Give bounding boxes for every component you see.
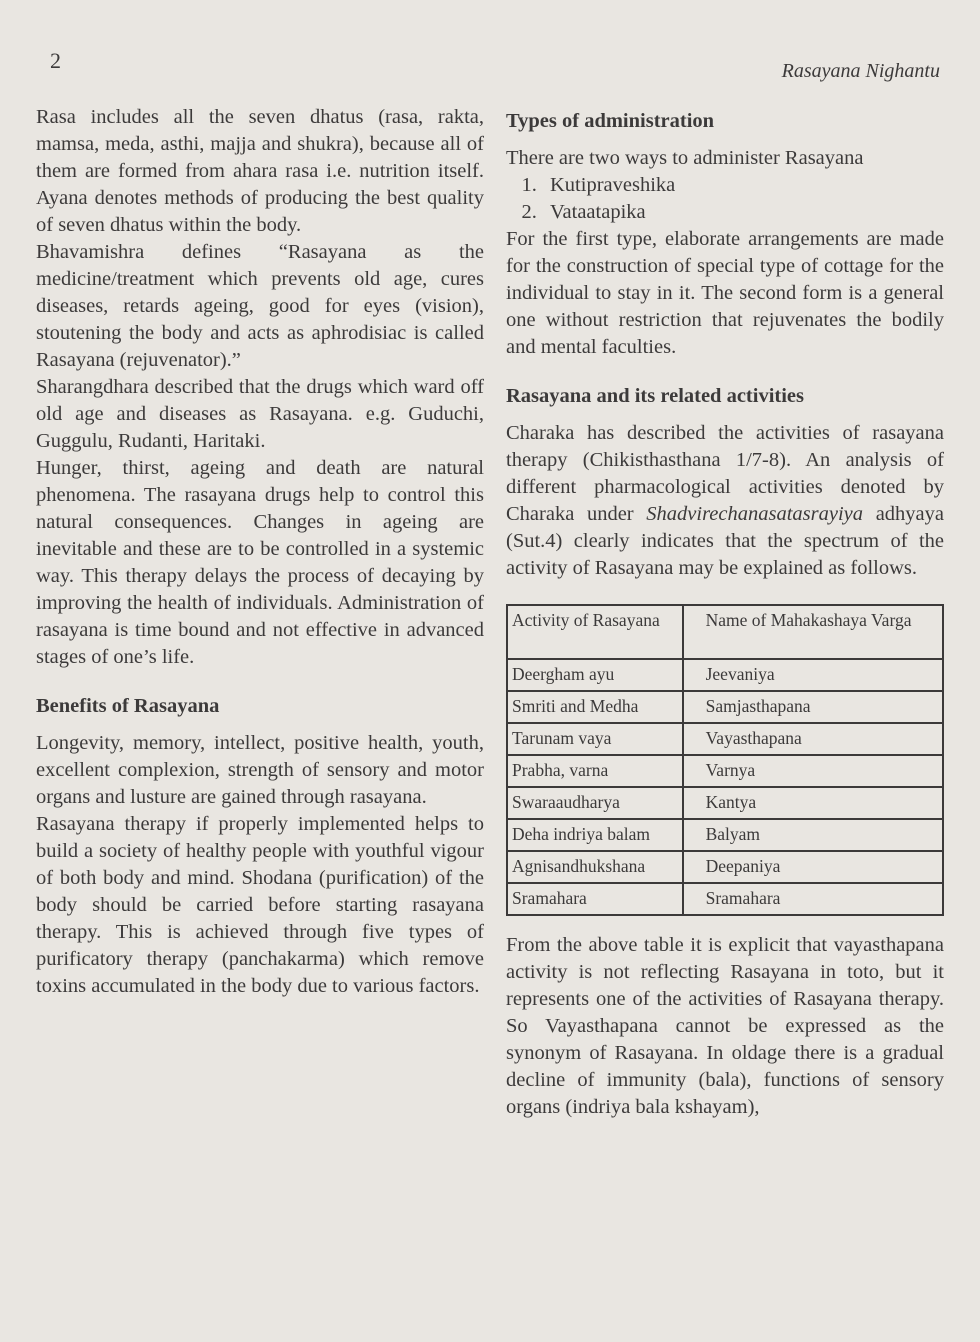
page-number: 2 xyxy=(50,48,61,73)
table-row xyxy=(507,755,943,787)
paragraph: From the above table it is explicit that vayasthapana activity is not reflecting Rasayana in toto, but it represents one of the activities of Rasayana therapy. So Vayasthapana cannot be expressed as the synonym of Rasayana. In oldage there is a gradual decline of immunity (bala), functions of sensory organs (indriya bala kshayam), xyxy=(506,934,944,1118)
text-run: Charaka has described the activities of rasayana therapy (Chikisthasthana 1/7-8). An analysis of different pharmacological activities denoted by Charaka under xyxy=(506,422,944,525)
table-cell: Deergham ayu xyxy=(507,659,683,691)
table-cell: Prabha, varna xyxy=(507,755,683,787)
activity-table xyxy=(506,604,944,916)
table-cell: Jeevaniya xyxy=(683,659,943,691)
table-cell: Sramahara xyxy=(507,883,683,915)
table-row xyxy=(507,883,943,915)
table-row xyxy=(507,787,943,819)
table-cell: Smriti and Medha xyxy=(507,691,683,723)
paragraph: Hunger, thirst, ageing and death are natural phenomena. The rasayana drugs help to control this natural consequences. Changes in ageing are inevitable and these are to be controlled in a systemic way. This therapy delays the process of decaying by improving the health of individuals. Administration of rasayana is time bound and not effective in advanced stages of one’s life. xyxy=(36,457,484,668)
table-header-cell: Name of Mahakashaya Varga xyxy=(683,605,943,659)
table-cell: Deha indriya balam xyxy=(507,819,683,851)
table-cell: Balyam xyxy=(683,819,943,851)
running-head: Rasayana Nighantu xyxy=(781,60,940,82)
paragraph: Rasa includes all the seven dhatus (rasa, rakta, mamsa, meda, asthi, majja and shukra), because all of them are formed from ahara rasa i.e. nutrition itself. Ayana denotes methods of producing the best quality of seven dhatus within the body. xyxy=(36,106,484,236)
text-run: adhyaya (Sut.4) clearly indicates that the spectrum of the activity of Rasayana may be explained as follows. xyxy=(506,503,944,579)
table-row xyxy=(507,819,943,851)
table-row xyxy=(507,723,943,755)
table-header-row xyxy=(507,605,943,659)
paragraph: Rasayana therapy if properly implemented helps to build a society of healthy people with youthful vigour of both body and mind. Shodana (purification) of the body should be carried before starting rasayana therapy. This is achieved through five types of purificatory therapy (panchakarma) which remove toxins accumulated in the body due to various factors. xyxy=(36,813,484,997)
paragraph: Bhavamishra defines “Rasayana as the medicine/treatment which prevents old age, cures diseases, retards ageing, good for eyes (vision), stoutening the body and acts as aphrodisiac is called Rasayana (rejuvenator).” xyxy=(36,241,484,371)
list-item: 1. Kutipraveshika xyxy=(542,172,944,199)
table-header-cell: Activity of Rasayana xyxy=(507,605,683,659)
section-heading: Benefits of Rasayana xyxy=(36,695,220,717)
section-heading: Types of administration xyxy=(506,110,715,132)
table-row xyxy=(507,691,943,723)
table-cell: Vayasthapana xyxy=(683,723,943,755)
paragraph xyxy=(506,420,944,582)
table-cell: Sramahara xyxy=(683,883,943,915)
italic-term: Shadvirechanasatasrayiya xyxy=(646,503,864,525)
table-cell: Kantya xyxy=(683,787,943,819)
list-item: 2. Vataatapika xyxy=(542,199,944,226)
administration-list xyxy=(506,172,944,226)
table-cell: Deepaniya xyxy=(683,851,943,883)
paragraph: Longevity, memory, intellect, positive health, youth, excellent complexion, strength of sensory and motor organs and lusture are gained through rasayana. xyxy=(36,732,484,808)
table-cell: Varnya xyxy=(683,755,943,787)
paragraph: For the first type, elaborate arrangements are made for the construction of special type of cottage for the individual to stay in it. The second form is a general one without restriction that rejuvenates the bodily and mental faculties. xyxy=(506,228,944,358)
right-column xyxy=(506,108,944,1121)
paragraph: Sharangdhara described that the drugs which ward off old age and diseases as Rasayana. e.g. Guduchi, Guggulu, Rudanti, Haritaki. xyxy=(36,376,484,452)
table-cell: Samjasthapana xyxy=(683,691,943,723)
table-cell: Swaraaudharya xyxy=(507,787,683,819)
section-heading: Rasayana and its related activities xyxy=(506,385,805,407)
table-row xyxy=(507,659,943,691)
paragraph: There are two ways to administer Rasayana xyxy=(506,147,864,169)
left-column xyxy=(36,104,484,1000)
table-cell: Tarunam vaya xyxy=(507,723,683,755)
table-row xyxy=(507,851,943,883)
table-cell: Agnisandhukshana xyxy=(507,851,683,883)
